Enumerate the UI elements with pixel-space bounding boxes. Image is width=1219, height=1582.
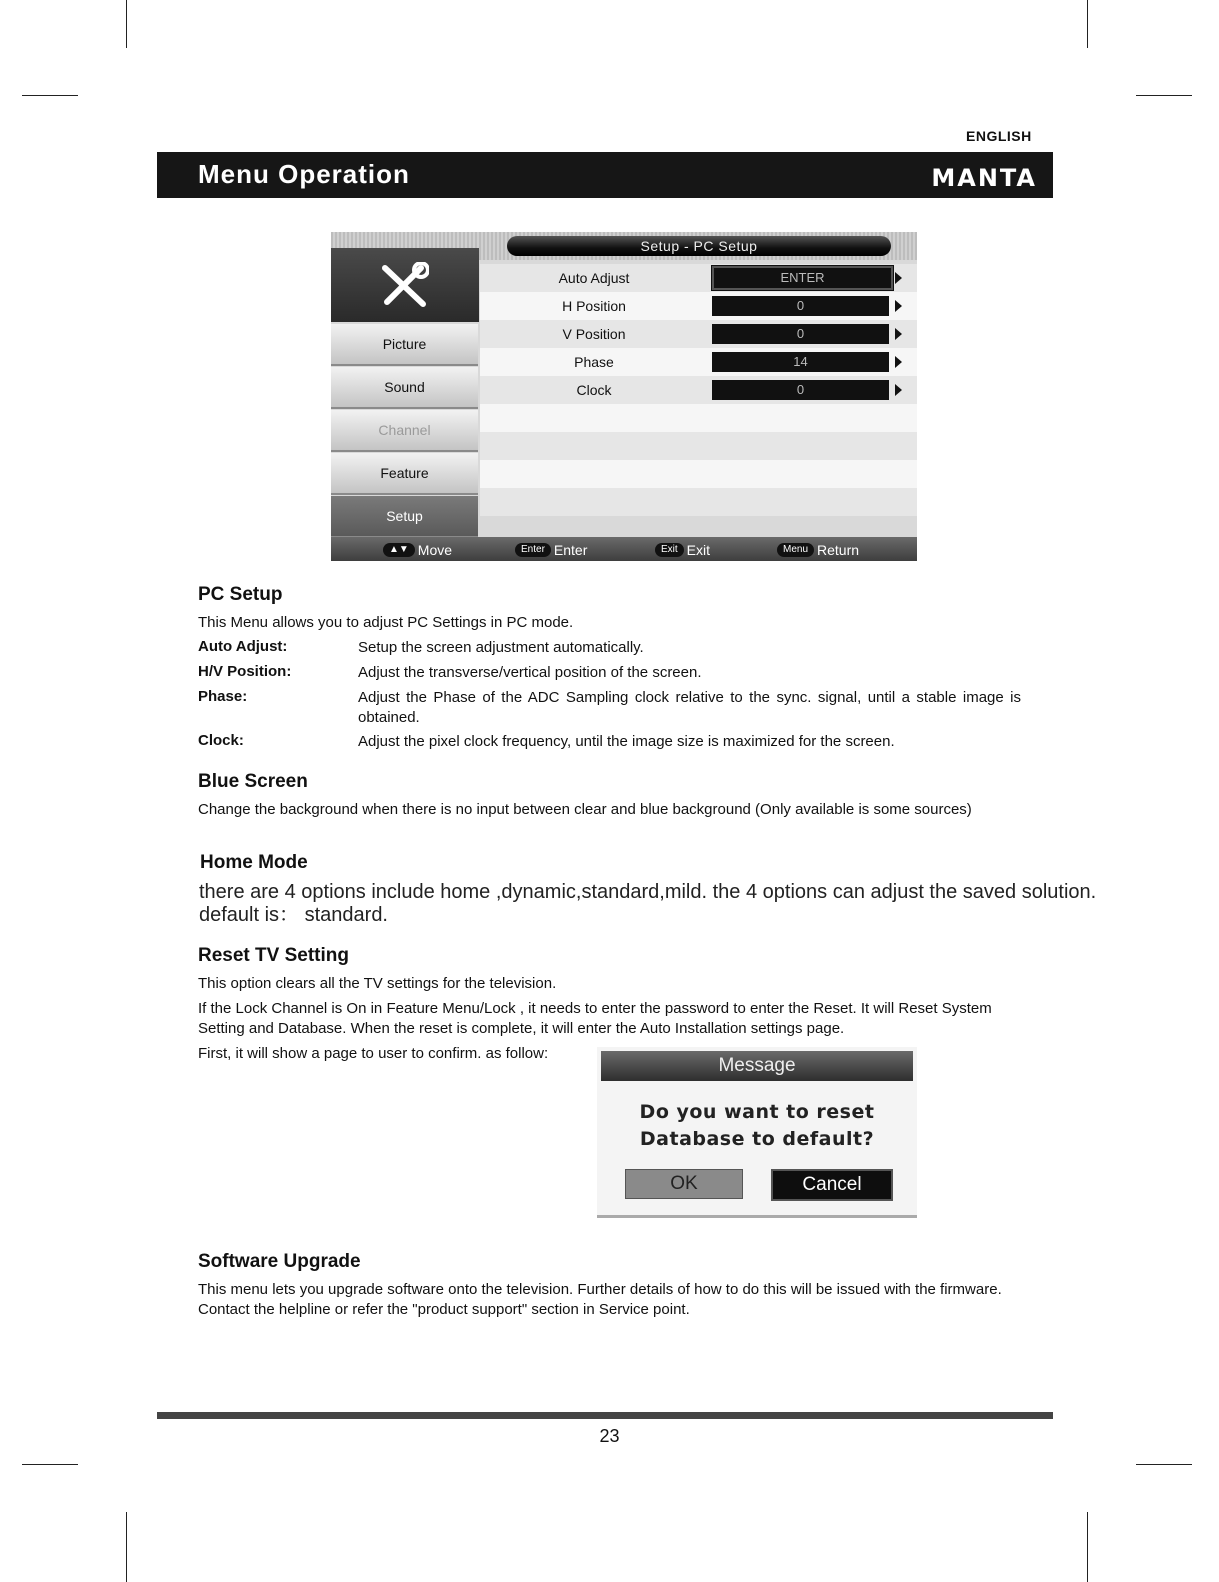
pc-setup-term: H/V Position: xyxy=(198,663,292,680)
crop-mark xyxy=(1087,1512,1088,1582)
tv-setting-row[interactable] xyxy=(480,376,917,404)
arrow-right-icon xyxy=(895,384,902,396)
tv-settings-list xyxy=(480,264,917,516)
pc-setup-term: Phase: xyxy=(198,688,248,705)
tv-key-chip: Enter xyxy=(515,543,551,557)
tools-icon xyxy=(331,248,479,322)
tv-key-label: Move xyxy=(417,541,453,558)
tv-setting-row[interactable] xyxy=(480,348,917,376)
crop-mark xyxy=(1087,0,1088,48)
tv-key-chip: Menu xyxy=(777,543,814,557)
tv-setting-label: V Position xyxy=(562,326,626,342)
dialog-message xyxy=(597,1099,917,1153)
tv-key-move xyxy=(383,541,452,557)
pc-setup-intro: This Menu allows you to adjust PC Settings in PC mode. xyxy=(198,614,574,631)
crop-mark xyxy=(1136,95,1192,96)
dialog-message-line: Do you want to reset xyxy=(639,1101,875,1123)
tv-key-return xyxy=(777,541,859,557)
tv-key-label: Return xyxy=(817,541,860,558)
tv-empty-row xyxy=(480,488,917,516)
tv-setting-value[interactable]: 14 xyxy=(712,352,889,372)
message-dialog xyxy=(597,1047,917,1218)
language-label: ENGLISH xyxy=(966,128,1032,144)
tv-sidebar-setup[interactable]: Setup xyxy=(331,496,478,538)
tv-sidebar-picture[interactable]: Picture xyxy=(331,324,478,366)
software-upgrade-heading: Software Upgrade xyxy=(198,1251,361,1272)
pc-setup-term: Auto Adjust: xyxy=(198,638,288,655)
tv-setting-value[interactable]: ENTER xyxy=(712,266,893,290)
crop-mark xyxy=(126,0,127,48)
page-title: Menu Operation xyxy=(198,159,410,189)
brand-logo: MANTA xyxy=(931,164,1037,192)
tv-setting-label: Phase xyxy=(574,354,614,370)
arrow-right-icon xyxy=(895,300,902,312)
tv-sidebar-feature[interactable]: Feature xyxy=(331,453,478,495)
tv-setting-label: Auto Adjust xyxy=(558,270,630,286)
dialog-title: Message xyxy=(601,1051,913,1081)
reset-tv-text: If the Lock Channel is On in Feature Menu/Lock , it needs to enter the password to enter the Reset. It will Reset System Setting and Database. When the reset is complete, it will enter the Auto Installation settings page. xyxy=(198,1000,992,1037)
tv-empty-row xyxy=(480,432,917,460)
pc-setup-desc: Adjust the transverse/vertical position of the screen. xyxy=(358,664,702,681)
crop-mark xyxy=(22,95,78,96)
pc-setup-desc: Adjust the Phase of the ADC Sampling clock relative to the sync. signal, until a stable image is obtained. xyxy=(358,689,1021,726)
home-mode-heading: Home Mode xyxy=(200,852,308,873)
crop-mark xyxy=(1136,1464,1192,1465)
dialog-message-line: Database to default? xyxy=(639,1128,875,1150)
tv-setting-row[interactable] xyxy=(480,320,917,348)
tv-empty-row xyxy=(480,404,917,432)
home-mode-line: there are 4 options include home ,dynamic,standard,mild. the 4 options can adjust the saved solution. xyxy=(199,881,1097,903)
ok-button[interactable]: OK xyxy=(625,1169,743,1199)
tv-setting-value[interactable]: 0 xyxy=(712,296,889,316)
tv-sidebar-channel[interactable]: Channel xyxy=(331,410,478,452)
blue-screen-text: Change the background when there is no input between clear and blue background (Only available is some sources) xyxy=(198,801,972,818)
reset-tv-heading: Reset TV Setting xyxy=(198,945,349,966)
tv-setting-row[interactable] xyxy=(480,292,917,320)
tv-setting-row[interactable] xyxy=(480,264,917,292)
home-mode-default: default is： standard. xyxy=(199,904,388,926)
software-upgrade-text: This menu lets you upgrade software onto the television. Further details of how to do this will be issued with the firmware. Contact the helpline or refer the "product support" section in Service point. xyxy=(198,1281,1002,1318)
pc-setup-desc: Setup the screen adjustment automatically. xyxy=(358,639,644,656)
tv-key-bar xyxy=(331,537,917,561)
pc-setup-term: Clock: xyxy=(198,732,244,749)
reset-tv-text: First, it will show a page to user to confirm. as follow: xyxy=(198,1045,549,1062)
tv-key-chip: Exit xyxy=(655,543,684,557)
pc-setup-desc: Adjust the pixel clock frequency, until the image size is maximized for the screen. xyxy=(358,733,895,750)
tv-key-chip: ▲▼ xyxy=(383,543,415,557)
arrow-right-icon xyxy=(895,272,902,284)
arrow-right-icon xyxy=(895,328,902,340)
blue-screen-heading: Blue Screen xyxy=(198,771,308,792)
tv-setting-value[interactable]: 0 xyxy=(712,324,889,344)
cancel-button[interactable]: Cancel xyxy=(771,1169,893,1201)
tv-key-label: Enter xyxy=(553,541,588,558)
tv-key-exit xyxy=(655,541,710,557)
tv-setting-value[interactable]: 0 xyxy=(712,380,889,400)
pc-setup-heading: PC Setup xyxy=(198,584,283,605)
crop-mark xyxy=(126,1512,127,1582)
crop-mark xyxy=(22,1464,78,1465)
tv-menu-screenshot xyxy=(331,232,917,561)
tv-setting-label: H Position xyxy=(562,298,626,314)
section-banner xyxy=(157,152,1053,198)
page-number: 23 xyxy=(599,1426,620,1446)
tv-sidebar-sound[interactable]: Sound xyxy=(331,367,478,409)
footer-rule xyxy=(157,1412,1053,1419)
tv-key-label: Exit xyxy=(686,541,711,558)
tv-key-enter xyxy=(515,541,587,557)
reset-tv-text: This option clears all the TV settings for the television. xyxy=(198,975,557,992)
arrow-right-icon xyxy=(895,356,902,368)
tv-menu-title: Setup - PC Setup xyxy=(507,236,891,256)
tv-setting-label: Clock xyxy=(576,382,612,398)
tv-empty-row xyxy=(480,460,917,488)
